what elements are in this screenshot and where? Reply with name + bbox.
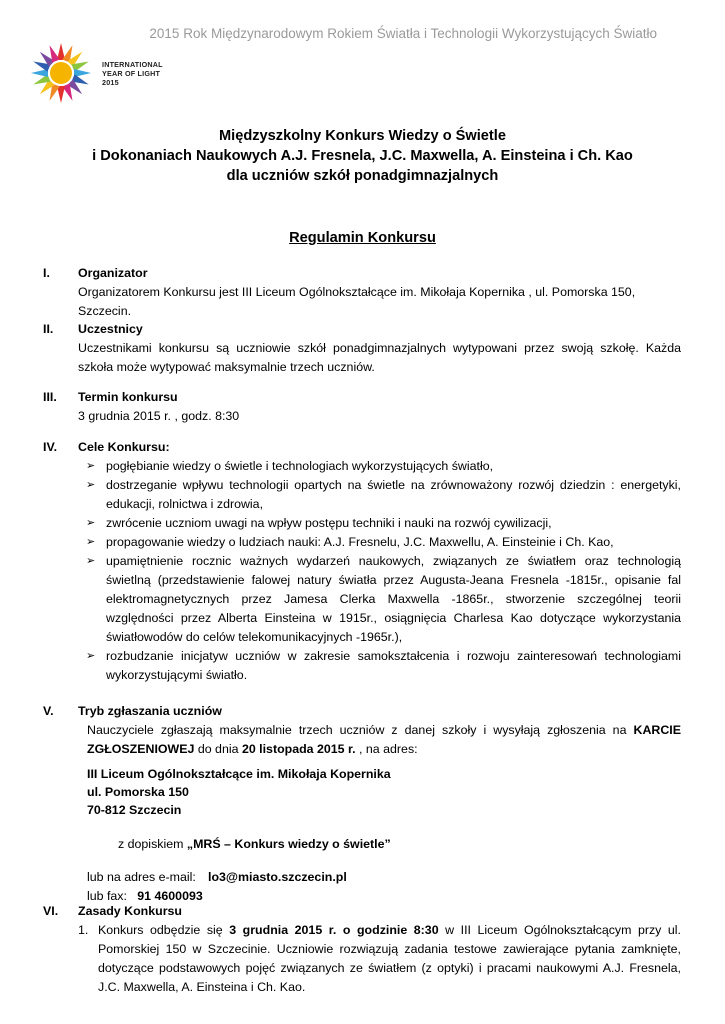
section-number: IV. bbox=[43, 440, 58, 454]
title-line-1: Międzyszkolny Konkurs Wiedzy o Świetle bbox=[219, 128, 506, 144]
section-rules bbox=[43, 902, 681, 997]
postal-address: III Liceum Ogólnokształcące im. Mikołaja Kopernika ul. Pomorska 150 70-812 Szczecin bbox=[87, 767, 391, 817]
list-item: 1. Konkurs odbędzie się 3 grudnia 2015 r. o godzinie 8:30 w III Liceum Ogólnokształcącym przy ul. Pomorskiej 150 w Szczecinie. Uczniowie rozwiązują zadania testowe zawierające pytania zamknięte, dotyczące podstawowych pojęć związanych ze światłem (z optyki) i pracami naukowymi A.J. Fresnela, J.C. Maxwella, A. Einsteina i Ch. Kao. bbox=[78, 923, 682, 994]
goals-list bbox=[78, 457, 681, 685]
list-item: ➢ zwrócenie uczniom uwagi na wpływ postępu techniki i nauki na rozwój cywilizacji, bbox=[78, 514, 681, 533]
arrow-bullet-icon: ➢ bbox=[86, 479, 96, 491]
regulations-heading: Regulamin Konkursu bbox=[289, 230, 436, 246]
email-label: lub na adres e-mail: bbox=[87, 870, 196, 884]
section-heading: Termin konkursu bbox=[78, 390, 178, 404]
section-heading: Tryb zgłaszania uczniów bbox=[78, 704, 222, 718]
registration-text: Nauczyciele zgłaszają maksymalnie trzech uczniów z danej szkoły i wysyłają zgłoszenia na KARCIE ZGŁOSZENIOWEJ do dnia 20 listopada 2015 r. , na adres: bbox=[87, 723, 681, 756]
section-text: 3 grudnia 2015 r. , godz. 8:30 bbox=[78, 409, 240, 423]
arrow-bullet-icon: ➢ bbox=[86, 536, 96, 548]
section-participants bbox=[43, 320, 681, 377]
list-item: ➢ rozbudzanie inicjatyw uczniów w zakresie samokształcenia i rozwoju zainteresowań technologiami wykorzystującymi światło. bbox=[86, 649, 681, 682]
section-text: Organizatorem Konkursu jest III Liceum Ogólnokształcące im. Mikołaja Kopernika , ul. Pomorska 150, Szczecin. bbox=[78, 285, 636, 318]
sun-logo-icon bbox=[28, 40, 94, 106]
list-item: ➢ upamiętnienie rocznic ważnych wydarzeń naukowych, związanych ze światłem oraz technologią świetlną (przedstawienie falowej natury światła przez Augusta-Jeana Fresnela -1815r., opisanie fal elektromagnetycznych przez Jamesa Clerka Maxwella -1865r., stworzenie szczególnej teorii względności przez Alberta Einsteina w 1915r., osiągnięcia Charlesa Kao dotyczące wykorzystania światłowodów do celów telekomunikacyjnych -1965r.), bbox=[86, 554, 681, 644]
section-number: VI. bbox=[43, 904, 59, 918]
envelope-note: z dopiskiem „MRŚ – Konkurs wiedzy o świetle” bbox=[118, 837, 391, 851]
section-heading: Cele Konkursu: bbox=[78, 440, 170, 454]
section-heading: Zasady Konkursu bbox=[78, 904, 182, 918]
iyl-logo bbox=[28, 40, 198, 120]
logo-line-3: 2015 bbox=[102, 78, 119, 87]
logo-text bbox=[102, 60, 163, 87]
arrow-bullet-icon: ➢ bbox=[86, 517, 96, 529]
section-heading: Uczestnicy bbox=[78, 322, 143, 336]
arrow-bullet-icon: ➢ bbox=[86, 555, 96, 567]
section-number: V. bbox=[43, 704, 54, 718]
section-goals bbox=[43, 438, 681, 685]
section-date bbox=[43, 388, 681, 426]
arrow-bullet-icon: ➢ bbox=[86, 650, 96, 662]
list-item: ➢ propagowanie wiedzy o ludziach nauki: A.J. Fresnelu, J.C. Maxwellu, A. Einsteinie i Ch. Kao, bbox=[78, 533, 681, 552]
email-link[interactable]: lo3@miasto.szczecin.pl bbox=[208, 870, 347, 884]
title-line-3: dla uczniów szkół ponadgimnazjalnych bbox=[226, 168, 499, 184]
title-line-2: i Dokonaniach Naukowych A.J. Fresnela, J.C. Maxwella, A. Einsteina i Ch. Kao bbox=[92, 148, 633, 164]
section-number: III. bbox=[43, 390, 57, 404]
contact-info bbox=[87, 868, 681, 906]
running-header: 2015 Rok Międzynarodowym Rokiem Światła i Technologii Wykorzystujących Światło bbox=[149, 26, 657, 41]
section-registration bbox=[43, 702, 681, 906]
section-organizer bbox=[43, 264, 681, 321]
document-title bbox=[0, 126, 725, 186]
arrow-bullet-icon: ➢ bbox=[86, 460, 96, 472]
section-number: I. bbox=[43, 266, 50, 280]
section-heading: Organizator bbox=[78, 266, 148, 280]
section-text: Uczestnikami konkursu są uczniowie szkół ponadgimnazjalnych wytypowani przez swoją szkołę. Każda szkoła może wytypować maksymalnie trzech uczniów. bbox=[78, 341, 681, 374]
logo-line-1: INTERNATIONAL bbox=[102, 60, 163, 69]
fax-label: lub fax: bbox=[87, 889, 127, 903]
logo-line-2: YEAR OF LIGHT bbox=[102, 69, 161, 78]
section-number: II. bbox=[43, 322, 54, 336]
rules-list bbox=[78, 921, 681, 997]
fax-number: 91 4600093 bbox=[137, 889, 203, 903]
list-item: ➢ dostrzeganie wpływu technologii opartych na świetle na zrównoważony rozwój dziedzin : energetyki, edukacji, rolnictwa i zdrowia, bbox=[86, 478, 681, 511]
list-item: ➢ pogłębianie wiedzy o świetle i technologiach wykorzystujących światło, bbox=[78, 457, 681, 476]
